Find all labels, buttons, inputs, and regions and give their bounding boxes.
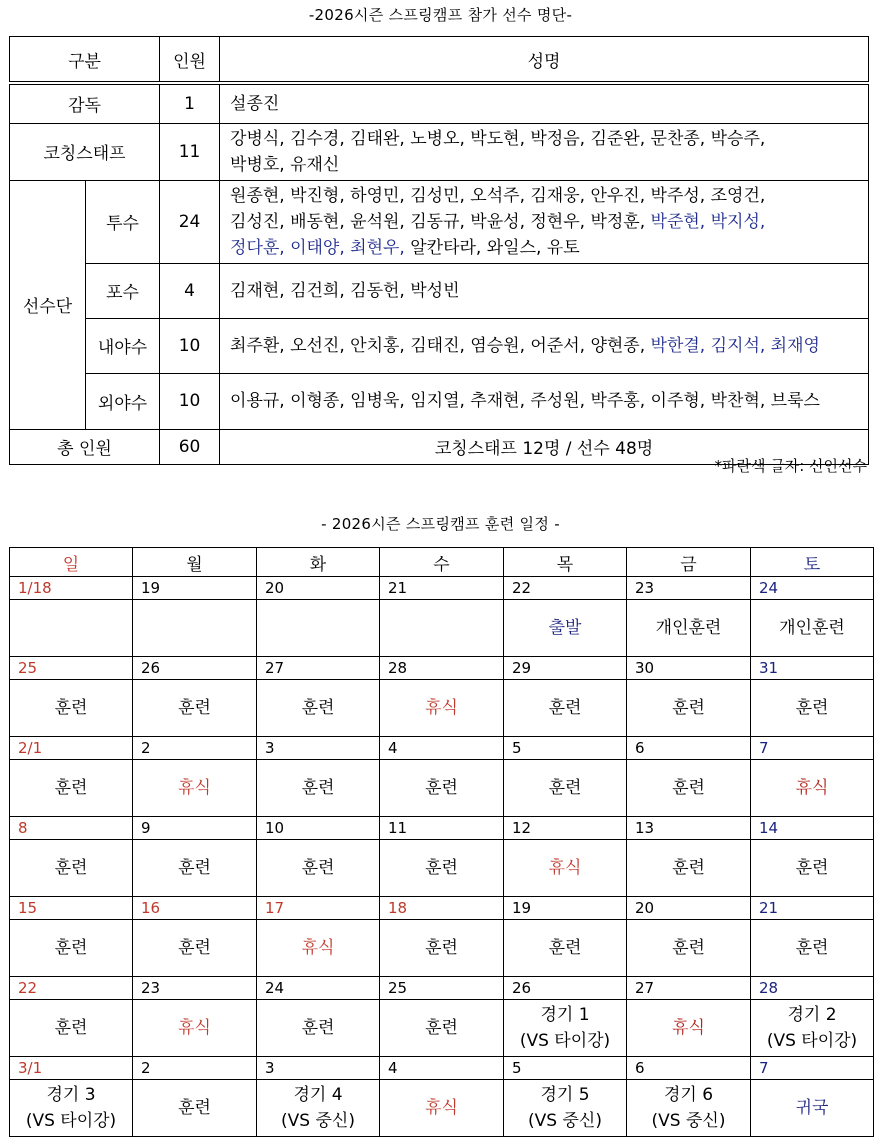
date-cell: 6 [627,737,751,760]
event-cell [133,840,257,897]
date-cell: 27 [257,657,380,680]
manager-names: 설종진 [220,83,869,123]
outfield-names: 이용규, 이형종, 임병욱, 임지열, 추재현, 주성원, 박주홍, 이주형, 박찬혁, 브룩스 [220,373,869,429]
event-text: 훈련 [795,698,829,718]
date-cell: 19 [504,897,627,920]
date-cell: 16 [133,897,257,920]
event-text: 휴식 [301,938,335,958]
manager-label: 감독 [10,83,160,123]
infield-label: 내야수 [86,318,160,373]
event-text: 훈련 [54,698,88,718]
event-text: 훈련 [178,858,211,878]
catcher-count: 4 [160,263,220,318]
coaches-count: 11 [160,123,220,180]
date-cell: 2 [133,737,257,760]
date-cell: 22 [504,577,627,600]
outfield-count: 10 [160,373,220,429]
event-cell [133,1000,257,1057]
event-cell [10,600,133,657]
event-cell [627,920,751,977]
pitcher-line3-rookies: 정다훈, 이태양, 최현우, [230,237,405,258]
event-cell [751,760,874,817]
event-text: 훈련 [301,1018,335,1038]
event-text: 휴식 [178,1018,211,1038]
date-row [10,577,874,600]
event-text: 경기 3 [46,1085,96,1105]
event-text: 경기 5 [540,1085,590,1105]
rookie-note: *파란색 글자: 신인선수 [714,457,867,475]
event-text: 훈련 [178,1098,211,1118]
row-pitcher [10,180,869,263]
event-cell [504,600,627,657]
date-row [10,657,874,680]
date-row [10,1057,874,1080]
pitcher-names [220,180,869,263]
date-cell: 7 [751,1057,874,1080]
row-infield [10,318,869,373]
event-row [10,1000,874,1057]
outfield-label: 외야수 [86,373,160,429]
date-cell: 25 [10,657,133,680]
event-cell [380,600,504,657]
event-text: 휴식 [425,698,458,718]
date-cell: 30 [627,657,751,680]
event-text: 훈련 [795,938,829,958]
event-cell [133,1080,257,1137]
event-row [10,760,874,817]
event-cell [380,1080,504,1137]
event-text: 경기 1 [540,1005,590,1025]
event-text: 개인훈련 [655,618,722,638]
schedule-calendar [9,547,874,1137]
event-text: 경기 6 [663,1085,714,1105]
row-manager [10,83,869,123]
date-cell: 5 [504,737,627,760]
event-cell [627,840,751,897]
event-text: 경기 4 [293,1085,343,1105]
header-category: 구분 [10,37,160,84]
event-text: 훈련 [178,698,211,718]
schedule-title: - 2026시즌 스프링캠프 훈련 일정 - [321,515,560,533]
roster-title: -2026시즌 스프링캠프 참가 선수 명단- [308,6,573,24]
event-text: (VS 중신) [528,1111,602,1131]
event-cell [627,680,751,737]
event-text: 훈련 [672,858,705,878]
weekday-mon: 월 [133,548,257,577]
pitcher-line3: 알칸타라, 와일스, 유토 [404,237,580,258]
event-text: (VS 타이강) [766,1031,858,1051]
date-cell: 13 [627,817,751,840]
event-text: 출발 [548,618,582,638]
header-count: 인원 [160,37,220,84]
pitcher-line1: 원종현, 박진형, 하영민, 김성민, 오석주, 김재웅, 안우진, 박주성, 조영건, [230,185,766,206]
event-cell [504,1080,627,1137]
event-text: 귀국 [795,1098,829,1118]
row-catcher [10,263,869,318]
date-cell: 4 [380,737,504,760]
coaches-line1: 강병식, 김수경, 김태완, 노병오, 박도현, 박정음, 김준완, 문찬종, 박승주, [230,128,766,149]
event-cell [751,1080,874,1137]
event-text: (VS 타이강) [519,1031,611,1051]
date-cell: 20 [627,897,751,920]
date-row [10,737,874,760]
event-cell [751,840,874,897]
event-cell [504,840,627,897]
event-text: 경기 2 [787,1005,837,1025]
total-count: 60 [160,429,220,464]
pitcher-line2-rookies: 박준현, 박지성, [650,211,766,232]
players-label: 선수단 [10,180,86,429]
event-cell [380,840,504,897]
infield-count: 10 [160,318,220,373]
date-cell: 28 [751,977,874,1000]
weekday-sun: 일 [10,548,133,577]
event-cell [257,760,380,817]
event-text: 훈련 [54,1018,88,1038]
event-text: 훈련 [54,938,88,958]
event-text: 훈련 [548,778,582,798]
event-text: 훈련 [548,698,582,718]
infield-names-rookies: 박한결, 김지석, 최재영 [650,335,820,356]
event-cell [257,1080,380,1137]
event-cell [751,600,874,657]
date-cell: 26 [504,977,627,1000]
date-cell: 22 [10,977,133,1000]
date-cell: 31 [751,657,874,680]
weekday-fri: 금 [627,548,751,577]
weekday-wed: 수 [380,548,504,577]
date-cell: 26 [133,657,257,680]
event-text: 휴식 [672,1018,705,1038]
event-text: 훈련 [178,938,211,958]
date-cell: 7 [751,737,874,760]
date-row [10,817,874,840]
event-cell [257,680,380,737]
catcher-names: 김재현, 김건희, 김동헌, 박성빈 [220,263,869,318]
event-text: (VS 타이강) [25,1111,117,1131]
date-cell: 23 [133,977,257,1000]
date-cell: 20 [257,577,380,600]
date-cell: 18 [380,897,504,920]
row-outfield [10,373,869,429]
event-row [10,600,874,657]
total-label: 총 인원 [10,429,160,464]
event-cell [10,920,133,977]
event-text: 훈련 [548,938,582,958]
date-cell: 21 [380,577,504,600]
event-cell [257,600,380,657]
date-cell: 14 [751,817,874,840]
event-text: 휴식 [795,778,829,798]
event-text: 개인훈련 [779,618,845,638]
event-text: 훈련 [425,938,458,958]
date-cell: 11 [380,817,504,840]
event-text: (VS 중신) [281,1111,355,1131]
manager-count: 1 [160,83,220,123]
date-cell: 5 [504,1057,627,1080]
event-cell [627,1000,751,1057]
event-text: 훈련 [425,778,458,798]
event-text: 훈련 [54,858,88,878]
catcher-label: 포수 [86,263,160,318]
event-cell [10,1080,133,1137]
date-cell: 2/1 [10,737,133,760]
pitcher-label: 투수 [86,180,160,263]
date-cell: 6 [627,1057,751,1080]
event-text: 훈련 [672,938,705,958]
event-cell [380,1000,504,1057]
event-row [10,680,874,737]
event-cell [504,920,627,977]
event-cell [627,1080,751,1137]
event-cell [504,680,627,737]
date-cell: 25 [380,977,504,1000]
event-cell [627,600,751,657]
date-cell: 3 [257,737,380,760]
pitcher-count: 24 [160,180,220,263]
event-text: 휴식 [425,1098,458,1118]
event-cell [504,760,627,817]
weekday-thu: 목 [504,548,627,577]
date-cell: 29 [504,657,627,680]
event-text: (VS 중신) [651,1111,726,1131]
event-cell [133,600,257,657]
event-cell [10,760,133,817]
date-cell: 21 [751,897,874,920]
event-cell [380,760,504,817]
weekday-header-row [10,548,874,577]
event-text: 휴식 [548,858,582,878]
event-cell [627,760,751,817]
event-cell [751,1000,874,1057]
date-cell: 3/1 [10,1057,133,1080]
event-cell [10,840,133,897]
date-cell: 23 [627,577,751,600]
event-row [10,1080,874,1137]
event-cell [380,680,504,737]
event-text: 훈련 [672,778,705,798]
date-cell: 24 [751,577,874,600]
weekday-tue: 화 [257,548,380,577]
date-cell: 1/18 [10,577,133,600]
event-text: 훈련 [301,698,335,718]
coaches-label: 코칭스태프 [10,123,160,180]
date-cell: 3 [257,1057,380,1080]
event-row [10,920,874,977]
date-cell: 9 [133,817,257,840]
event-cell [10,1000,133,1057]
event-text: 훈련 [425,1018,458,1038]
event-cell [751,920,874,977]
event-text: 훈련 [795,858,829,878]
date-cell: 8 [10,817,133,840]
event-cell [133,920,257,977]
event-text: 훈련 [425,858,458,878]
event-cell [10,680,133,737]
pitcher-line2: 김성진, 배동현, 윤석원, 김동규, 박윤성, 정현우, 박정훈, [230,211,651,232]
event-cell [380,920,504,977]
event-row [10,840,874,897]
event-text: 훈련 [301,858,335,878]
date-cell: 24 [257,977,380,1000]
event-cell [257,920,380,977]
infield-names [220,318,869,373]
roster-table [9,36,869,465]
infield-names-regular: 최주환, 오선진, 안치홍, 김태진, 염승원, 어준서, 양현종, [230,335,651,356]
date-cell: 10 [257,817,380,840]
date-cell: 17 [257,897,380,920]
event-cell [257,1000,380,1057]
event-cell [133,760,257,817]
event-cell [751,680,874,737]
date-cell: 2 [133,1057,257,1080]
date-cell: 27 [627,977,751,1000]
date-cell: 12 [504,817,627,840]
event-text: 훈련 [301,778,335,798]
date-row [10,977,874,1000]
row-coaches [10,123,869,180]
event-text: 휴식 [178,778,211,798]
event-cell [257,840,380,897]
event-text: 훈련 [672,698,705,718]
date-cell: 19 [133,577,257,600]
coaches-names [220,123,869,180]
event-cell [133,680,257,737]
total-summary: 코칭스태프 12명 / 선수 48명 [220,429,869,464]
date-cell: 15 [10,897,133,920]
event-cell [504,1000,627,1057]
event-text: 훈련 [54,778,88,798]
weekday-sat: 토 [751,548,874,577]
date-cell: 4 [380,1057,504,1080]
coaches-line2: 박병호, 유재신 [230,154,340,175]
date-row [10,897,874,920]
date-cell: 28 [380,657,504,680]
header-names: 성명 [220,37,869,84]
